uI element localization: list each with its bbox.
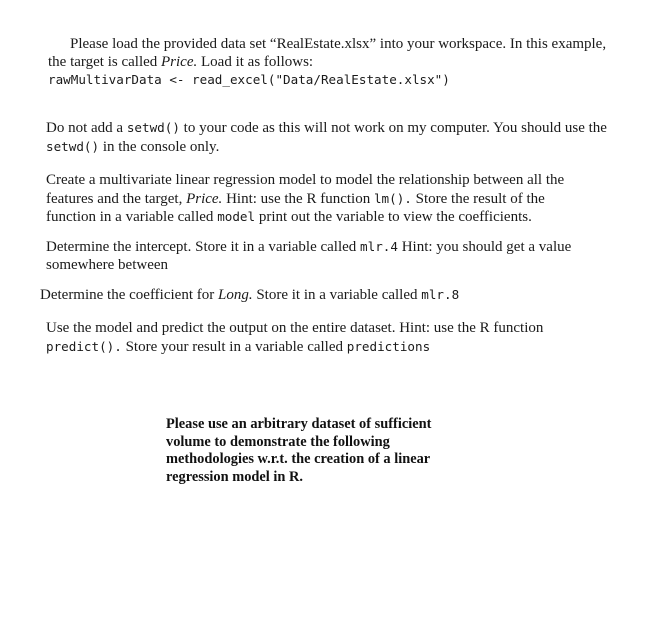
text: Load it as follows: xyxy=(197,53,314,70)
text: Store your result in a variable called xyxy=(121,338,347,355)
code-predict: predict(). xyxy=(46,338,122,354)
text: Hint: use the R function xyxy=(222,190,374,207)
predict-paragraph xyxy=(46,320,612,356)
text: in the console only. xyxy=(99,138,220,155)
code-predictions: predictions xyxy=(346,338,431,354)
text: Store the result of the xyxy=(411,190,545,207)
coefficient-line-1 xyxy=(40,286,560,305)
intercept-paragraph xyxy=(46,238,612,274)
text: Store it in a variable called xyxy=(252,287,422,303)
load-data-paragraph xyxy=(48,36,648,89)
regression-line-3 xyxy=(46,208,612,227)
load-data-line-1: Please load the provided data set “RealEstate.xlsx” into your workspace. In this example, xyxy=(70,36,607,52)
code-model: model xyxy=(217,209,256,224)
text: function in a variable called xyxy=(46,209,218,225)
regression-line-1: Create a multivariate linear regression model to model the relationship between all the xyxy=(46,172,565,188)
text: Hint: you should get a value xyxy=(397,239,572,255)
feature-name: Long. xyxy=(217,287,253,303)
setwd-line-2 xyxy=(46,138,648,157)
text: Determine the intercept. Store it in a variable called xyxy=(46,239,361,255)
code-setwd: setwd() xyxy=(126,120,180,135)
regression-model-paragraph xyxy=(46,172,612,227)
regression-line-2 xyxy=(46,190,612,209)
intercept-line-2: somewhere between xyxy=(46,256,169,273)
text: Do not add a xyxy=(46,120,127,136)
text: print out the variable to view the coefficients. xyxy=(255,209,532,225)
load-data-line-2 xyxy=(48,54,648,72)
predict-line-2 xyxy=(46,338,612,357)
predict-line-1: Use the model and predict the output on the entire dataset. Hint: use the R function xyxy=(46,320,544,336)
load-data-code: rawMultivarData <- read_excel("Data/RealEstate.xlsx") xyxy=(48,72,450,87)
target-name: Price. xyxy=(161,53,198,70)
target-name: Price. xyxy=(186,190,223,207)
text: Determine the coefficient for xyxy=(40,287,218,303)
text: features and the target, xyxy=(46,190,187,207)
code-mlr4: mlr.4 xyxy=(360,239,398,254)
code-setwd: setwd() xyxy=(46,138,100,154)
setwd-paragraph xyxy=(46,119,648,156)
code-lm: lm(). xyxy=(373,190,412,206)
code-mlr8: mlr.8 xyxy=(421,287,460,302)
coefficient-paragraph xyxy=(40,286,560,305)
instruction-note: Please use an arbitrary dataset of sufficient volume to demonstrate the following methodologies w.r.t. the creation of a linear regression model in R. xyxy=(166,416,432,485)
setwd-line-1 xyxy=(46,119,648,138)
intercept-line-1 xyxy=(46,238,612,257)
text: to your code as this will not work on my computer. You should use the xyxy=(179,120,607,136)
text: the target is called xyxy=(48,53,162,70)
